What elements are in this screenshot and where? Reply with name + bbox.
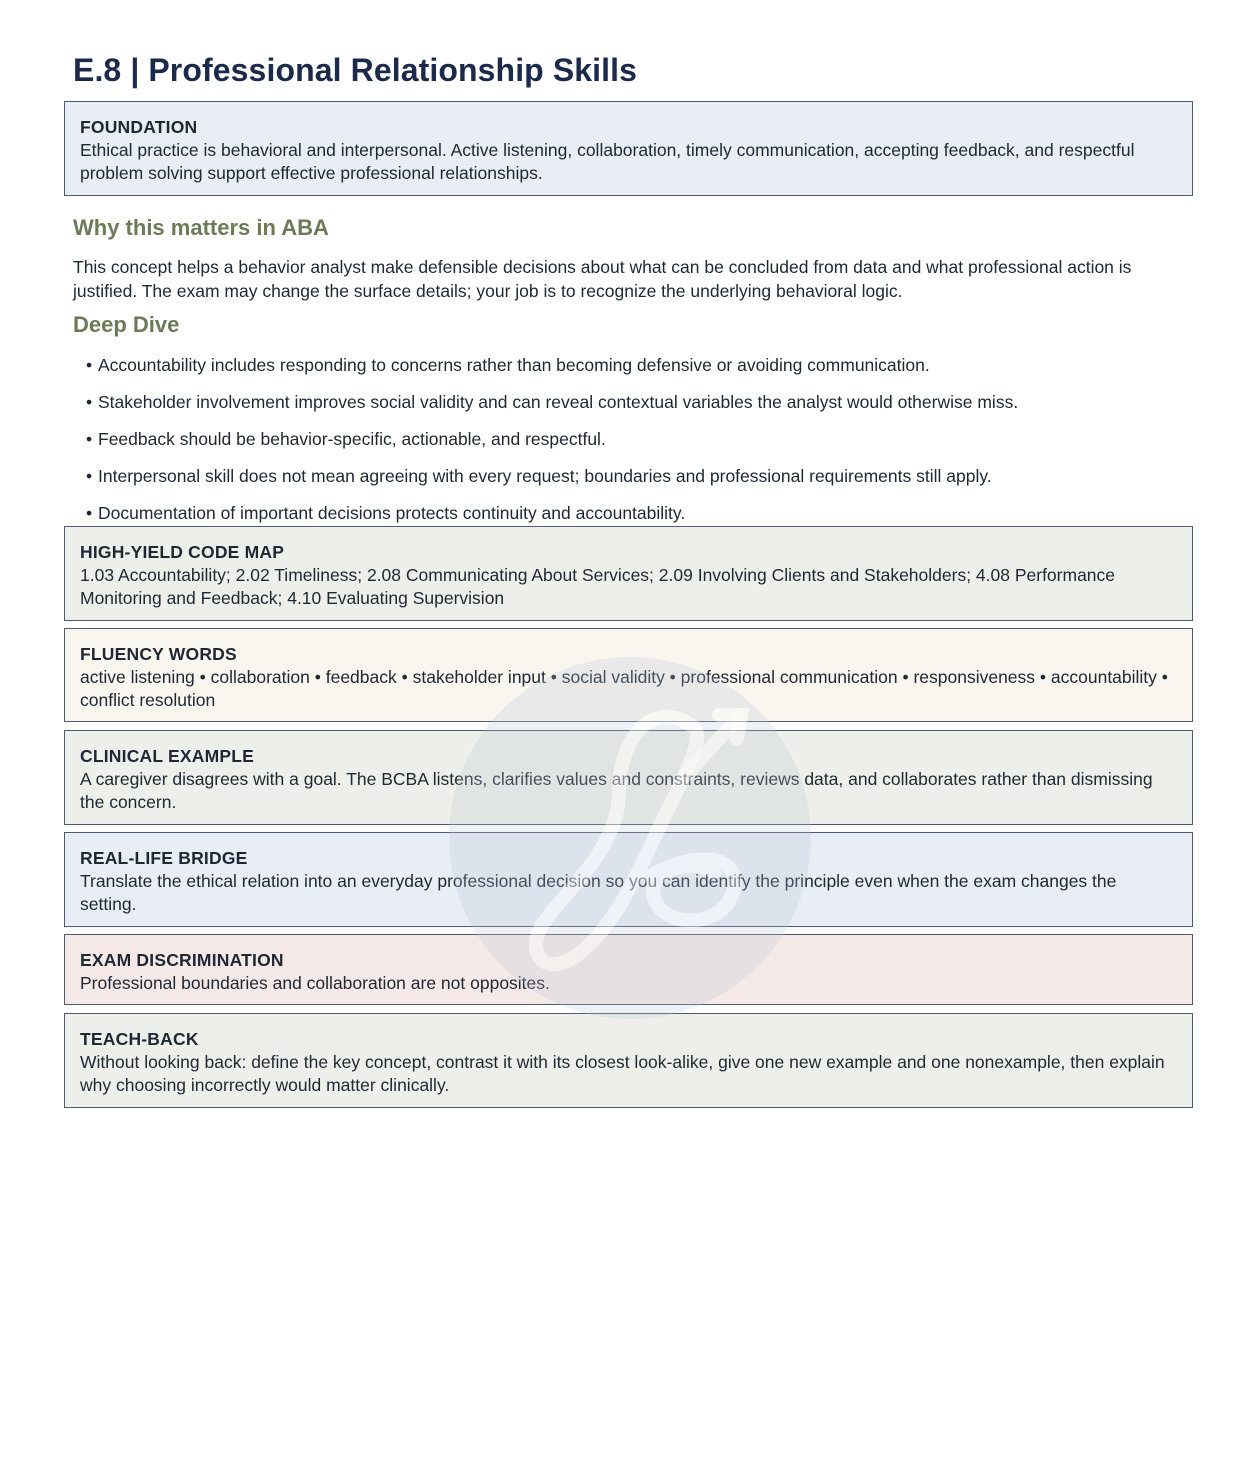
code-map-text: 1.03 Accountability; 2.02 Timeliness; 2.08 Communicating About Services; 2.09 Involving Clients and Stakeholders; 4.08 Performance Monitoring and Feedback; 4.10 Evaluating Supervision	[80, 565, 1116, 608]
bullet-text: Accountability includes responding to concerns rather than becoming defensive or avoiding communication.	[98, 355, 930, 375]
deep-dive-bullet: • Stakeholder involvement improves social validity and can reveal contextual variables the analyst would otherwise miss.	[86, 392, 1019, 412]
foundation-box	[64, 101, 1193, 196]
fluency-box	[64, 628, 1193, 722]
clinical-text: A caregiver disagrees with a goal. The BCBA listens, clarifies values and constraints, reviews data, and collaborates rather than dismissing the concern.	[80, 769, 1153, 812]
why-text: This concept helps a behavior analyst make defensible decisions about what can be concluded from data and what professional action is justified. The exam may change the surface details; your job is to recognize the underlying behavioral logic.	[73, 257, 1132, 301]
real-life-bridge-box	[64, 832, 1193, 927]
exam-discrimination-box	[64, 934, 1193, 1005]
deep-dive-bullet: • Accountability includes responding to concerns rather than becoming defensive or avoiding communication.	[86, 355, 930, 375]
foundation-text: Ethical practice is behavioral and interpersonal. Active listening, collaboration, timely communication, accepting feedback, and respectful problem solving support effective professional relationships.	[80, 140, 1135, 183]
clinical-example-box	[64, 730, 1193, 825]
deep-dive-bullet: • Documentation of important decisions protects continuity and accountability.	[86, 503, 686, 523]
deep-dive-heading: Deep Dive	[73, 312, 180, 337]
clinical-label: CLINICAL EXAMPLE	[80, 746, 254, 766]
teach-back-label: TEACH-BACK	[80, 1029, 199, 1049]
fluency-label: FLUENCY WORDS	[80, 644, 237, 664]
bullet-text: Stakeholder involvement improves social validity and can reveal contextual variables the analyst would otherwise miss.	[98, 392, 1019, 412]
why-heading: Why this matters in ABA	[73, 215, 329, 240]
page-title: E.8 | Professional Relationship Skills	[73, 52, 638, 88]
bullet-text: Feedback should be behavior-specific, actionable, and respectful.	[98, 429, 606, 449]
exam-text: Professional boundaries and collaboration are not opposites.	[80, 973, 550, 993]
teach-back-text: Without looking back: define the key concept, contrast it with its closest look-alike, give one new example and one nonexample, then explain why choosing incorrectly would matter clinically.	[80, 1052, 1165, 1095]
bullet-text: Interpersonal skill does not mean agreeing with every request; boundaries and professional requirements still apply.	[98, 466, 992, 486]
bridge-text: Translate the ethical relation into an everyday professional decision so you can identify the principle even when the exam changes the setting.	[80, 871, 1117, 914]
foundation-label: FOUNDATION	[80, 117, 198, 137]
exam-label: EXAM DISCRIMINATION	[80, 950, 284, 970]
teach-back-box	[64, 1013, 1193, 1108]
bridge-label: REAL-LIFE BRIDGE	[80, 848, 248, 868]
code-map-box	[64, 526, 1193, 621]
fluency-text: active listening • collaboration • feedback • stakeholder input • social validity • professional communication • responsiveness • accountability • conflict resolution	[80, 667, 1168, 710]
deep-dive-bullet: • Interpersonal skill does not mean agreeing with every request; boundaries and professional requirements still apply.	[86, 466, 992, 486]
deep-dive-bullet: • Feedback should be behavior-specific, actionable, and respectful.	[86, 429, 606, 449]
code-map-label: HIGH-YIELD CODE MAP	[80, 542, 285, 562]
bullet-text: Documentation of important decisions protects continuity and accountability.	[98, 503, 686, 523]
